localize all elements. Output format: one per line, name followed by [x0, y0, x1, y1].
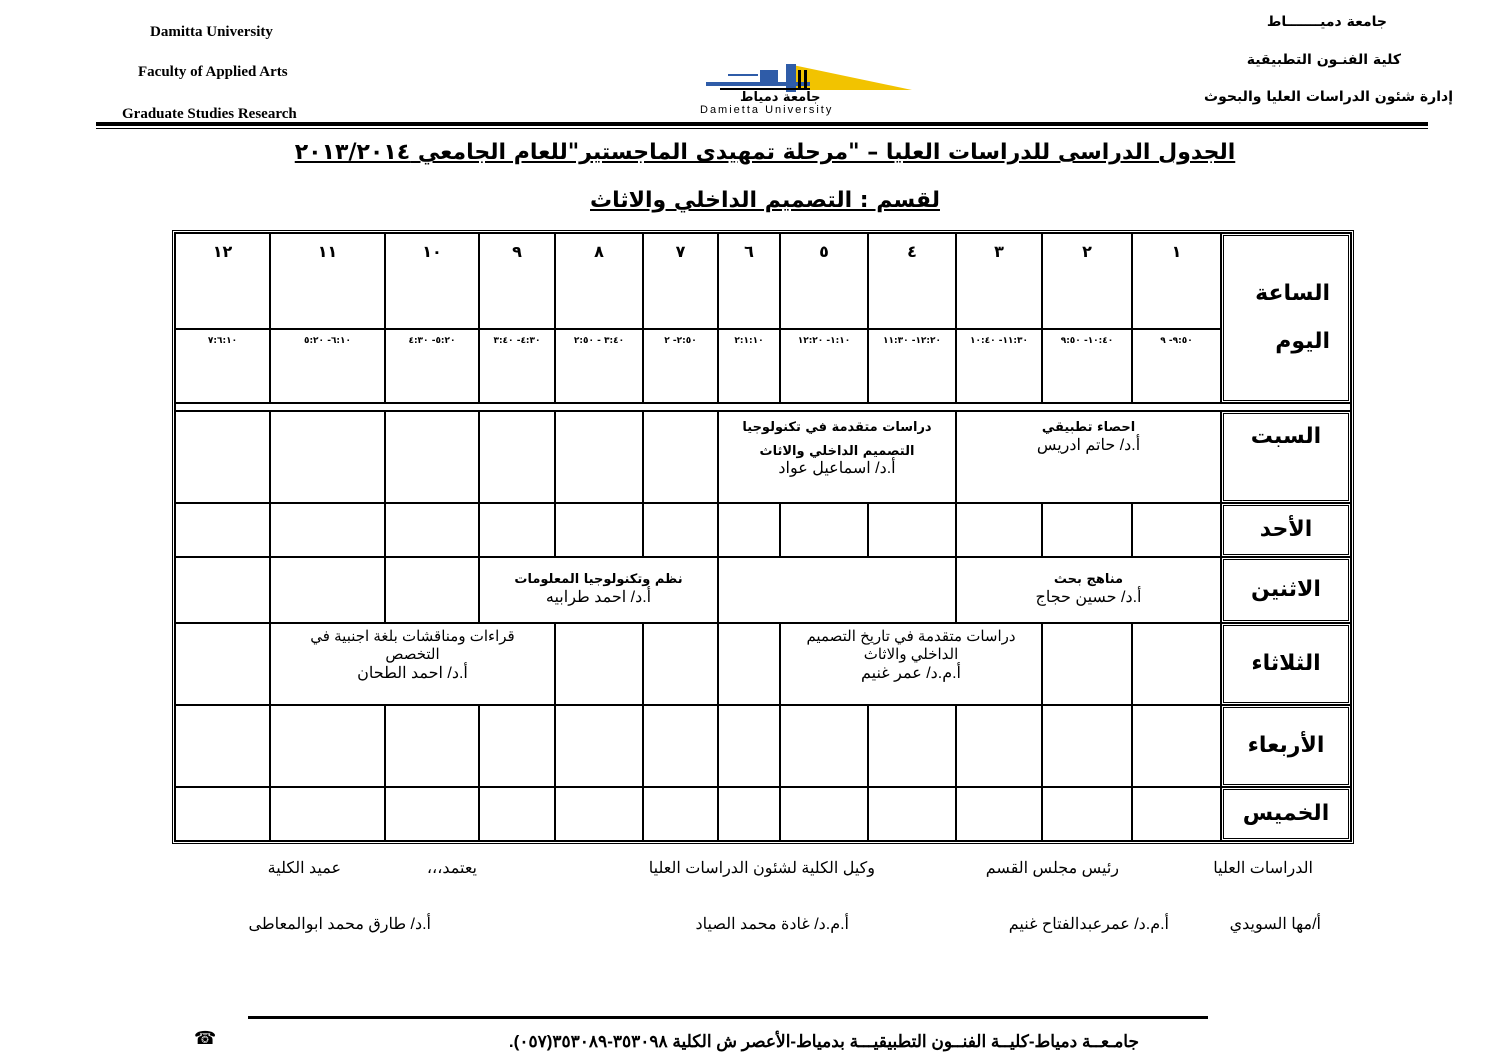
period-number: ١٢	[175, 233, 270, 329]
arabic-department-name: إدارة شئون الدراسات العليا والبحوث	[1204, 89, 1453, 105]
day-row-sunday	[175, 503, 1351, 557]
course-cell	[270, 623, 555, 705]
telephone-icon: ☎	[194, 1028, 217, 1049]
empty-cell	[1132, 623, 1221, 705]
empty-cell	[555, 787, 643, 841]
period-time: ١:١٠- ١٢:٢٠	[780, 329, 868, 403]
period-number: ٥	[780, 233, 868, 329]
empty-cell	[270, 705, 385, 787]
empty-cell	[868, 787, 956, 841]
empty-cell	[643, 705, 718, 787]
period-number: ٧	[643, 233, 718, 329]
empty-cell	[643, 787, 718, 841]
empty-cell	[385, 503, 479, 557]
department-title: لقسم : التصميم الداخلي والاثاث	[590, 188, 940, 213]
logo-arabic-text: جامعة دمياط	[740, 90, 821, 105]
day-label-saturday: السبت	[1221, 411, 1351, 503]
footer-divider	[248, 1016, 1208, 1019]
course-name: احصاء تطبيقي	[1041, 420, 1136, 435]
corner-header-cell	[1221, 233, 1351, 403]
period-number: ٣	[956, 233, 1042, 329]
empty-cell	[1042, 705, 1132, 787]
day-label-sunday: الأحد	[1221, 503, 1351, 557]
empty-cell	[175, 705, 270, 787]
course-name: مناهج بحث	[1053, 572, 1124, 587]
empty-cell	[718, 623, 780, 705]
period-number: ٤	[868, 233, 956, 329]
empty-cell	[270, 787, 385, 841]
empty-cell	[956, 503, 1042, 557]
schedule-table	[172, 230, 1354, 844]
university-logo	[700, 60, 912, 118]
logo-english-text: Damietta University	[700, 104, 834, 116]
empty-cell	[385, 557, 479, 623]
day-label-thursday: الخميس	[1221, 787, 1351, 841]
day-label-monday: الاثنين	[1221, 557, 1351, 623]
course-cell	[956, 411, 1221, 503]
empty-cell	[780, 503, 868, 557]
empty-cell	[555, 411, 643, 503]
professor-name: أ.د/ اسماعيل عواد	[778, 460, 896, 478]
empty-cell	[868, 503, 956, 557]
english-department-name: Graduate Studies Research	[122, 106, 297, 122]
empty-cell	[270, 411, 385, 503]
period-time: ٣:٤٠ - ٢:٥٠	[555, 329, 643, 403]
header-divider-thin	[96, 128, 1428, 129]
signature-name-graduate-studies: أ/مها السويدي	[1229, 916, 1321, 933]
course-name-line2: الداخلي والاثاث	[863, 646, 959, 663]
day-row-thursday	[175, 787, 1351, 841]
signature-title-vice-dean: وكيل الكلية لشئون الدراسات العليا	[648, 860, 875, 877]
signature-name-vice-dean: أ.م.د/ غادة محمد الصياد	[695, 916, 849, 933]
empty-cell	[270, 557, 385, 623]
empty-cell	[643, 623, 718, 705]
period-time: ١١:٣٠- ١٠:٤٠	[956, 329, 1042, 403]
empty-cell	[868, 705, 956, 787]
course-cell	[780, 623, 1042, 705]
signature-approval-label: يعتمد،،،	[426, 860, 477, 877]
empty-cell	[1132, 787, 1221, 841]
empty-cell	[956, 787, 1042, 841]
empty-cell	[479, 503, 555, 557]
day-label-wednesday: الأربعاء	[1221, 705, 1351, 787]
period-number: ١	[1132, 233, 1221, 329]
course-name-line2: التخصص	[385, 646, 440, 663]
empty-cell	[270, 503, 385, 557]
empty-cell	[479, 787, 555, 841]
course-cell	[718, 411, 956, 503]
arabic-university-name: جامعة دميـــــــاط	[1266, 14, 1387, 30]
professor-name: أ.د/ احمد الطحان	[357, 665, 468, 682]
course-name-line2: التصميم الداخلي والاثاث	[759, 443, 915, 459]
course-name: نظم وتكنولوجيا المعلومات	[514, 572, 683, 587]
empty-cell	[1042, 623, 1132, 705]
empty-cell	[956, 705, 1042, 787]
professor-name: أ.م.د/ عمر غنيم	[861, 665, 961, 682]
empty-cell	[175, 503, 270, 557]
spacer-row	[175, 403, 1351, 411]
period-number-row	[175, 233, 1351, 329]
empty-cell	[643, 503, 718, 557]
day-row-tuesday	[175, 623, 1351, 705]
empty-cell	[175, 787, 270, 841]
course-cell	[956, 557, 1221, 623]
period-number: ٨	[555, 233, 643, 329]
course-cell	[479, 557, 718, 623]
corner-day-label: اليوم	[1275, 329, 1330, 354]
period-number: ٦	[718, 233, 780, 329]
period-time: ٥:٢٠- ٤:٣٠	[385, 329, 479, 403]
period-number: ١٠	[385, 233, 479, 329]
corner-hour-label: الساعة	[1255, 280, 1330, 306]
period-time: ١٠:٤٠- ٩:٥٠	[1042, 329, 1132, 403]
english-university-name: Damitta University	[150, 24, 273, 40]
day-row-saturday	[175, 411, 1351, 503]
empty-cell	[479, 411, 555, 503]
footer-address: جامـعــة دمياط-كليــة الفنــون التطبيقيـــة بدمياط-الأعصر ش الكلية ٣٥٣٠٩٨-٣٥٣٠٨٩(٠٥٧).	[508, 1032, 1139, 1051]
signature-title-department-head: رئيس مجلس القسم	[985, 860, 1119, 877]
period-time-row	[175, 329, 1351, 403]
course-name: قراءات ومناقشات بلغة اجنبية في	[310, 628, 515, 645]
signature-title-graduate-studies: الدراسات العليا	[1213, 860, 1313, 877]
empty-cell	[780, 787, 868, 841]
period-time: ٧:٦:١٠	[175, 329, 270, 403]
empty-cell	[385, 787, 479, 841]
day-label-tuesday: الثلاثاء	[1221, 623, 1351, 705]
course-name: دراسات متقدمة في تاريخ التصميم	[806, 628, 1016, 645]
period-time: ٦:١٠- ٥:٢٠	[270, 329, 385, 403]
empty-cell	[555, 705, 643, 787]
empty-cell	[385, 411, 479, 503]
empty-cell	[718, 705, 780, 787]
signature-title-dean: عميد الكلية	[267, 860, 341, 877]
empty-cell	[718, 503, 780, 557]
empty-cell	[718, 557, 956, 623]
period-number: ٢	[1042, 233, 1132, 329]
empty-cell	[1132, 503, 1221, 557]
period-number: ٩	[479, 233, 555, 329]
arabic-faculty-name: كلية الفنـون التطبيقية	[1246, 52, 1401, 68]
page-title: الجدول الدراسى للدراسات العليا – "مرحلة تمهيدى الماجستير"للعام الجامعي ٢٠١٣/٢٠١٤	[294, 140, 1236, 165]
professor-name: أ.د/ احمد طرابيه	[545, 588, 652, 606]
period-number: ١١	[270, 233, 385, 329]
english-faculty-name: Faculty of Applied Arts	[138, 64, 288, 80]
empty-cell	[175, 623, 270, 705]
empty-cell	[555, 503, 643, 557]
signature-name-department-head: أ.م.د/ عمرعبدالفتاح غنيم	[1008, 916, 1169, 933]
professor-name: أ.د/ حاتم ادريس	[1036, 436, 1141, 454]
empty-cell	[175, 411, 270, 503]
period-time: ١٢:٢٠- ١١:٣٠	[868, 329, 956, 403]
day-row-monday	[175, 557, 1351, 623]
empty-cell	[385, 705, 479, 787]
empty-cell	[175, 557, 270, 623]
empty-cell	[1132, 705, 1221, 787]
period-time: ٩:٥٠- ٩	[1132, 329, 1221, 403]
signature-name-dean: أ.د/ طارق محمد ابوالمعاطى	[248, 916, 431, 933]
professor-name: أ.د/ حسين حجاج	[1035, 588, 1142, 606]
period-time: ٤:٣٠- ٣:٤٠	[479, 329, 555, 403]
day-row-wednesday	[175, 705, 1351, 787]
empty-cell	[1042, 787, 1132, 841]
empty-cell	[1042, 503, 1132, 557]
empty-cell	[479, 705, 555, 787]
period-time: ٢:٥٠- ٢	[643, 329, 718, 403]
empty-cell	[643, 411, 718, 503]
period-time: ٢:١:١٠	[718, 329, 780, 403]
course-name: دراسات متقدمة في تكنولوجيا	[742, 420, 932, 435]
header-divider-thick	[96, 122, 1428, 126]
empty-cell	[780, 705, 868, 787]
empty-cell	[718, 787, 780, 841]
empty-cell	[555, 623, 643, 705]
